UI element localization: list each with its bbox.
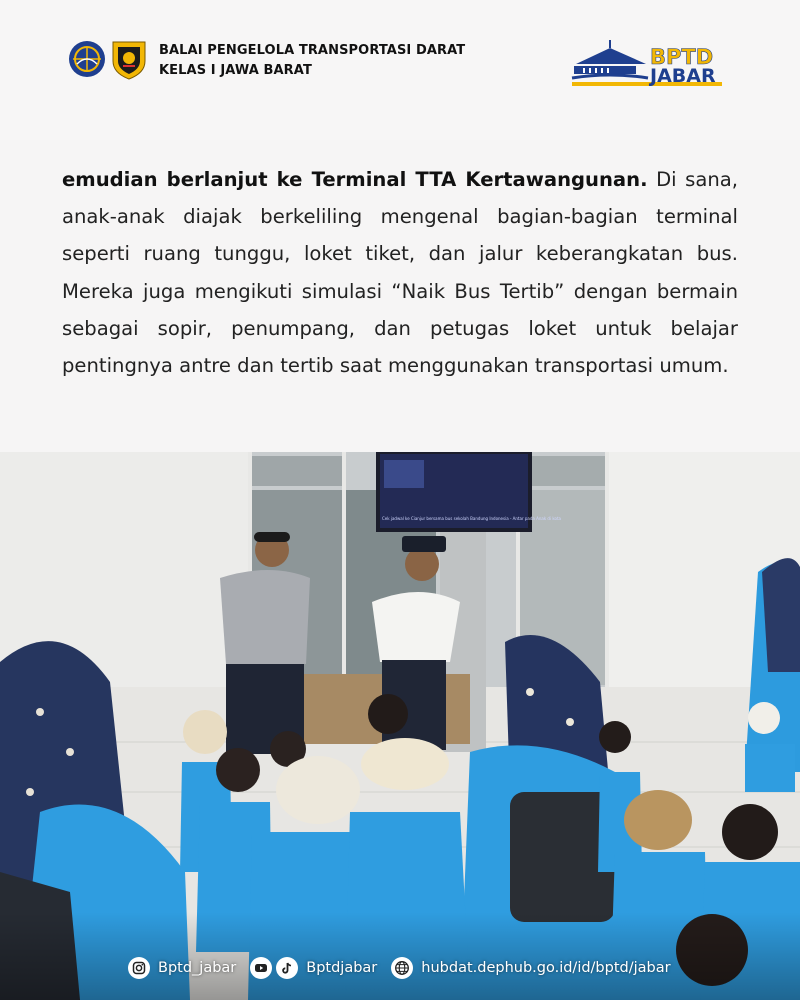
website-url[interactable]: hubdat.dephub.go.id/id/bptd/jabar: [421, 960, 671, 976]
monitor-caption: Cek jadwal ke Cianjur bersama bus sekolah Bandung Indonesia - Antar pada Anak di kota: [382, 516, 561, 521]
article-lead-bold: emudian berlanjut ke Terminal TTA Kertawangunan.: [62, 168, 648, 191]
youtube-icon[interactable]: [250, 957, 272, 979]
article-paragraph: [62, 161, 738, 384]
instagram-icon[interactable]: [128, 957, 150, 979]
header: [0, 0, 800, 140]
org-name-line1: BALAI PENGELOLA TRANSPORTASI DARAT: [159, 43, 466, 58]
logo-text-bptd: BPTD: [650, 45, 714, 69]
organization-name: [159, 41, 465, 81]
logo-text-jabar: JABAR: [650, 65, 716, 87]
bptd-jabar-logo: [570, 36, 730, 92]
youtube-tiktok-handle[interactable]: Bptdjabar: [306, 960, 378, 976]
org-name-line2: KELAS I JAWA BARAT: [159, 63, 312, 78]
social-footer: [128, 953, 685, 983]
event-photo: [0, 452, 800, 1000]
instagram-handle[interactable]: Bptd_jabar: [158, 960, 237, 976]
shield-emblem-icon: [110, 39, 148, 81]
globe-icon[interactable]: [391, 957, 413, 979]
tiktok-icon[interactable]: [276, 957, 298, 979]
article-body: Di sana, anak-anak diajak berkeliling mengenal bagian-bagian terminal seperti ruang tunggu, loket tiket, dan jalur keberangkatan bus. Mereka juga mengikuti simulasi “Naik Bus Tertib” dengan bermain sebagai sopir, penumpang, dan petugas loket untuk belajar pentingnya antre dan tertib saat menggunakan transportasi umum.: [62, 168, 738, 378]
kemenhub-emblem-icon: [68, 40, 106, 78]
